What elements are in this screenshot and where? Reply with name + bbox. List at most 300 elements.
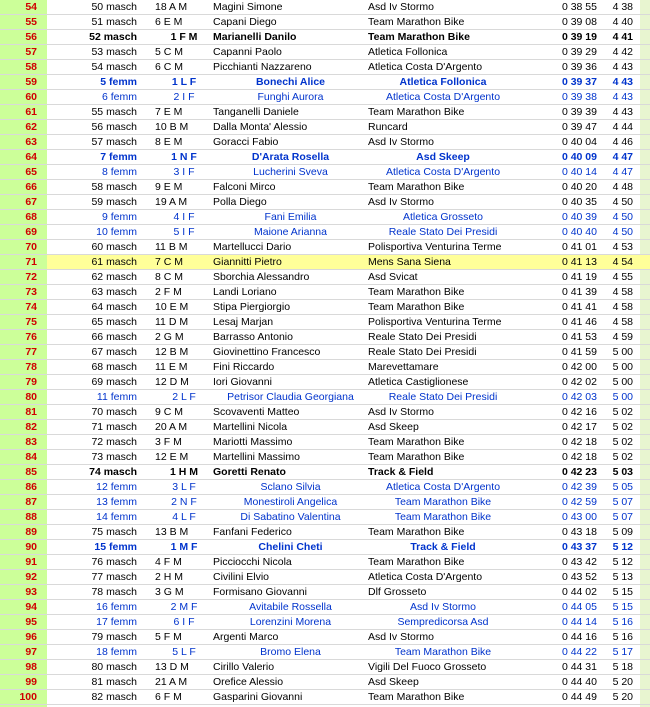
pace-cell: 4 43 <box>612 76 633 88</box>
athlete-name-cell: Orefice Alessio <box>213 676 284 688</box>
category-rank-cell: 73 masch <box>91 451 137 463</box>
position-cell: 93 <box>0 585 47 599</box>
time-cell: 0 42 00 <box>561 361 597 373</box>
pace-cell: 4 42 <box>612 46 633 58</box>
athlete-name-cell: Sborchia Alessandro <box>213 271 310 283</box>
position-cell: 91 <box>0 555 47 569</box>
position-cell: 83 <box>0 435 47 449</box>
table-row <box>0 300 650 315</box>
position-cell: 55 <box>0 15 47 29</box>
pace-cell: 4 41 <box>612 31 633 43</box>
table-row <box>0 495 650 510</box>
position-cell: 57 <box>0 45 47 59</box>
athlete-name-cell: Capani Diego <box>213 16 277 28</box>
athlete-name-cell: Capanni Paolo <box>213 46 282 58</box>
class-rank-cell: 6 I F <box>173 616 195 628</box>
category-rank-cell: 67 masch <box>91 346 137 358</box>
team-cell: Atletica Follonica <box>368 46 448 58</box>
table-row <box>0 210 650 225</box>
position-cell: 69 <box>0 225 47 239</box>
category-rank-cell: 68 masch <box>91 361 137 373</box>
class-rank-cell: 1 M F <box>170 541 198 553</box>
pace-cell: 4 58 <box>612 301 633 313</box>
pace-cell: 4 58 <box>612 286 633 298</box>
category-rank-cell: 74 masch <box>89 466 137 478</box>
team-cell: Team Marathon Bike <box>368 181 465 193</box>
category-rank-cell: 58 masch <box>91 181 137 193</box>
time-cell: 0 39 19 <box>561 31 597 43</box>
category-rank-cell: 64 masch <box>91 301 137 313</box>
athlete-name-cell: Sclano Silvia <box>260 481 321 493</box>
team-cell: Team Marathon Bike <box>368 301 465 313</box>
time-cell: 0 42 39 <box>561 481 597 493</box>
category-rank-cell: 55 masch <box>91 106 137 118</box>
table-row <box>0 555 650 570</box>
team-cell: Team Marathon Bike <box>394 646 492 658</box>
pace-cell: 5 02 <box>612 421 633 433</box>
pace-cell: 4 59 <box>612 331 633 343</box>
athlete-name-cell: Picciocchi Nicola <box>213 556 292 568</box>
pace-cell: 5 20 <box>612 691 633 703</box>
time-cell: 0 44 31 <box>561 661 597 673</box>
pace-cell: 5 05 <box>612 481 633 493</box>
position-cell: 71 <box>0 255 47 269</box>
table-row <box>0 390 650 405</box>
category-rank-cell: 79 masch <box>91 631 137 643</box>
position-cell: 77 <box>0 345 47 359</box>
team-cell: Asd Skeep <box>416 151 470 163</box>
category-rank-cell: 54 masch <box>91 61 137 73</box>
table-row <box>0 45 650 60</box>
category-rank-cell: 17 femm <box>96 616 137 628</box>
position-cell: 100 <box>0 690 47 704</box>
table-row <box>0 150 650 165</box>
table-row <box>0 660 650 675</box>
class-rank-cell: 1 N F <box>171 151 197 163</box>
position-cell: 97 <box>0 645 47 659</box>
position-cell: 90 <box>0 540 47 554</box>
position-cell: 88 <box>0 510 47 524</box>
team-cell: Atletica Costa D'Argento <box>385 481 501 493</box>
pace-cell: 4 48 <box>612 181 633 193</box>
position-cell: 74 <box>0 300 47 314</box>
time-cell: 0 38 55 <box>561 1 597 13</box>
table-row <box>0 240 650 255</box>
table-row <box>0 405 650 420</box>
pace-cell: 4 38 <box>612 1 633 13</box>
athlete-name-cell: Civilini Elvio <box>213 571 270 583</box>
pace-cell: 5 07 <box>612 511 633 523</box>
pace-cell: 5 02 <box>612 451 633 463</box>
category-rank-cell: 76 masch <box>91 556 137 568</box>
class-rank-cell: 4 F M <box>155 556 182 568</box>
class-rank-cell: 18 A M <box>155 1 188 13</box>
class-rank-cell: 7 E M <box>155 106 183 118</box>
table-row <box>0 135 650 150</box>
table-row <box>0 630 650 645</box>
athlete-name-cell: Funghi Aurora <box>257 91 324 103</box>
category-rank-cell: 10 femm <box>96 226 137 238</box>
team-cell: Track & Field <box>368 466 434 478</box>
category-rank-cell: 81 masch <box>91 676 137 688</box>
time-cell: 0 44 16 <box>561 631 597 643</box>
class-rank-cell: 2 M F <box>170 601 198 613</box>
time-cell: 0 40 20 <box>561 181 597 193</box>
team-cell: Team Marathon Bike <box>394 511 492 523</box>
pace-cell: 5 15 <box>612 586 633 598</box>
table-row <box>0 690 650 705</box>
table-row <box>0 270 650 285</box>
time-cell: 0 41 59 <box>561 346 597 358</box>
time-cell: 0 39 47 <box>561 121 597 133</box>
team-cell: Atletica Grosseto <box>403 211 483 223</box>
category-rank-cell: 51 masch <box>91 16 137 28</box>
team-cell: Atletica Costa D'Argento <box>385 91 501 103</box>
position-cell: 80 <box>0 390 47 404</box>
category-rank-cell: 69 masch <box>91 376 137 388</box>
team-cell: Team Marathon Bike <box>368 451 465 463</box>
pace-cell: 4 47 <box>612 166 633 178</box>
category-rank-cell: 12 femm <box>96 481 137 493</box>
class-rank-cell: 6 F M <box>155 691 182 703</box>
athlete-name-cell: D'Arata Rosella <box>251 151 330 163</box>
table-row <box>0 465 650 480</box>
position-cell: 54 <box>0 0 47 14</box>
category-rank-cell: 53 masch <box>91 46 137 58</box>
team-cell: Atletica Costa D'Argento <box>368 571 483 583</box>
time-cell: 0 44 40 <box>561 676 597 688</box>
pace-cell: 5 02 <box>612 436 633 448</box>
class-rank-cell: 9 E M <box>155 181 183 193</box>
athlete-name-cell: Landi Loriano <box>213 286 277 298</box>
table-row <box>0 255 650 270</box>
athlete-name-cell: Gasparini Giovanni <box>213 691 303 703</box>
pace-cell: 4 40 <box>612 16 633 28</box>
team-cell: Team Marathon Bike <box>368 691 465 703</box>
class-rank-cell: 4 I F <box>173 211 195 223</box>
table-row <box>0 30 650 45</box>
pace-cell: 4 50 <box>612 196 633 208</box>
team-cell: Polisportiva Venturina Terme <box>368 316 502 328</box>
athlete-name-cell: Bromo Elena <box>260 646 321 658</box>
team-cell: Asd Iv Stormo <box>368 196 434 208</box>
time-cell: 0 41 39 <box>561 286 597 298</box>
position-cell: 82 <box>0 420 47 434</box>
class-rank-cell: 1 H M <box>169 466 198 478</box>
class-rank-cell: 3 L F <box>172 481 196 493</box>
position-cell: 76 <box>0 330 47 344</box>
team-cell: Team Marathon Bike <box>368 106 465 118</box>
athlete-name-cell: Iori Giovanni <box>213 376 272 388</box>
class-rank-cell: 13 D M <box>155 661 189 673</box>
pace-cell: 5 12 <box>612 556 633 568</box>
team-cell: Asd Skeep <box>368 421 419 433</box>
athlete-name-cell: Fanfani Federico <box>213 526 292 538</box>
team-cell: Track & Field <box>410 541 476 553</box>
team-cell: Dlf Grosseto <box>368 586 427 598</box>
position-cell: 70 <box>0 240 47 254</box>
class-rank-cell: 1 L F <box>171 76 197 88</box>
position-cell: 68 <box>0 210 47 224</box>
class-rank-cell: 21 A M <box>155 676 188 688</box>
class-rank-cell: 10 E M <box>155 301 189 313</box>
class-rank-cell: 5 L F <box>172 646 196 658</box>
team-cell: Polisportiva Venturina Terme <box>368 241 502 253</box>
position-cell: 99 <box>0 675 47 689</box>
athlete-name-cell: Lorenzini Morena <box>249 616 332 628</box>
table-row <box>0 345 650 360</box>
time-cell: 0 40 09 <box>561 151 597 163</box>
class-rank-cell: 5 F M <box>155 631 182 643</box>
pace-cell: 4 43 <box>612 91 633 103</box>
team-cell: Marevettamare <box>368 361 439 373</box>
team-cell: Reale Stato Dei Presidi <box>368 346 477 358</box>
class-rank-cell: 1 F M <box>170 31 198 43</box>
time-cell: 0 41 01 <box>561 241 597 253</box>
table-row <box>0 615 650 630</box>
athlete-name-cell: Di Sabatino Valentina <box>240 511 341 523</box>
category-rank-cell: 61 masch <box>91 256 137 268</box>
athlete-name-cell: Fini Riccardo <box>213 361 275 373</box>
time-cell: 0 39 36 <box>561 61 597 73</box>
pace-cell: 5 17 <box>612 646 633 658</box>
position-cell: 92 <box>0 570 47 584</box>
class-rank-cell: 2 L F <box>172 391 196 403</box>
athlete-name-cell: Tanganelli Daniele <box>213 106 299 118</box>
category-rank-cell: 65 masch <box>91 316 137 328</box>
pace-cell: 5 00 <box>612 346 633 358</box>
athlete-name-cell: Giannitti Pietro <box>213 256 282 268</box>
team-cell: Team Marathon Bike <box>368 31 470 43</box>
position-cell: 85 <box>0 465 47 479</box>
team-cell: Sempredicorsa Asd <box>397 616 489 628</box>
pace-cell: 5 20 <box>612 676 633 688</box>
time-cell: 0 42 03 <box>561 391 597 403</box>
athlete-name-cell: Petrisor Claudia Georgiana <box>227 391 354 403</box>
table-row <box>0 510 650 525</box>
team-cell: Asd Iv Stormo <box>368 631 434 643</box>
pace-cell: 5 00 <box>612 361 633 373</box>
class-rank-cell: 7 C M <box>155 256 184 268</box>
athlete-name-cell: Formisano Giovanni <box>213 586 307 598</box>
class-rank-cell: 2 G M <box>155 331 184 343</box>
position-cell: 66 <box>0 180 47 194</box>
table-row <box>0 420 650 435</box>
team-cell: Reale Stato Dei Presidi <box>388 226 498 238</box>
class-rank-cell: 6 C M <box>155 61 184 73</box>
team-cell: Reale Stato Dei Presidi <box>388 391 498 403</box>
position-cell: 73 <box>0 285 47 299</box>
time-cell: 0 44 05 <box>561 601 597 613</box>
team-cell: Atletica Costa D'Argento <box>385 166 501 178</box>
athlete-name-cell: Barrasso Antonio <box>213 331 293 343</box>
class-rank-cell: 2 N F <box>171 496 197 508</box>
time-cell: 0 41 19 <box>561 271 597 283</box>
table-row <box>0 105 650 120</box>
athlete-name-cell: Chelini Cheti <box>258 541 323 553</box>
athlete-name-cell: Monestiroli Angelica <box>243 496 338 508</box>
table-row <box>0 90 650 105</box>
athlete-name-cell: Lesaj Marjan <box>213 316 274 328</box>
table-row <box>0 450 650 465</box>
table-row <box>0 225 650 240</box>
athlete-name-cell: Fani Emilia <box>264 211 317 223</box>
category-rank-cell: 56 masch <box>91 121 137 133</box>
category-rank-cell: 13 femm <box>96 496 137 508</box>
pace-cell: 4 50 <box>612 226 633 238</box>
time-cell: 0 41 13 <box>561 256 597 268</box>
category-rank-cell: 66 masch <box>91 331 137 343</box>
team-cell: Asd Iv Stormo <box>368 136 434 148</box>
category-rank-cell: 82 masch <box>91 691 137 703</box>
athlete-name-cell: Mariotti Massimo <box>213 436 293 448</box>
category-rank-cell: 70 masch <box>91 406 137 418</box>
pace-cell: 4 46 <box>612 136 633 148</box>
category-rank-cell: 52 masch <box>89 31 137 43</box>
category-rank-cell: 14 femm <box>96 511 137 523</box>
class-rank-cell: 2 I F <box>173 91 195 103</box>
team-cell: Reale Stato Dei Presidi <box>368 331 477 343</box>
category-rank-cell: 5 femm <box>100 76 137 88</box>
time-cell: 0 43 18 <box>561 526 597 538</box>
time-cell: 0 41 41 <box>561 301 597 313</box>
athlete-name-cell: Lucherini Sveva <box>253 166 328 178</box>
table-row <box>0 330 650 345</box>
team-cell: Team Marathon Bike <box>368 436 465 448</box>
pace-cell: 5 13 <box>612 571 633 583</box>
position-cell: 58 <box>0 60 47 74</box>
team-cell: Team Marathon Bike <box>368 556 465 568</box>
pace-cell: 5 15 <box>612 601 633 613</box>
pace-cell: 4 44 <box>612 121 633 133</box>
category-rank-cell: 75 masch <box>91 526 137 538</box>
class-rank-cell: 11 E M <box>155 361 188 373</box>
pace-cell: 5 09 <box>612 526 633 538</box>
position-cell: 79 <box>0 375 47 389</box>
category-rank-cell: 63 masch <box>91 286 137 298</box>
position-cell: 62 <box>0 120 47 134</box>
time-cell: 0 44 49 <box>561 691 597 703</box>
time-cell: 0 43 00 <box>561 511 597 523</box>
position-cell: 78 <box>0 360 47 374</box>
position-cell: 72 <box>0 270 47 284</box>
athlete-name-cell: Martellucci Dario <box>213 241 292 253</box>
time-cell: 0 42 59 <box>561 496 597 508</box>
pace-cell: 5 18 <box>612 661 633 673</box>
pace-cell: 4 58 <box>612 316 633 328</box>
time-cell: 0 41 46 <box>561 316 597 328</box>
table-row <box>0 75 650 90</box>
time-cell: 0 40 35 <box>561 196 597 208</box>
category-rank-cell: 6 femm <box>101 91 137 103</box>
category-rank-cell: 72 masch <box>91 436 137 448</box>
class-rank-cell: 6 E M <box>155 16 183 28</box>
class-rank-cell: 3 I F <box>173 166 195 178</box>
time-cell: 0 40 04 <box>561 136 597 148</box>
time-cell: 0 44 02 <box>561 586 597 598</box>
class-rank-cell: 2 H M <box>155 571 184 583</box>
team-cell: Mens Sana Siena <box>368 256 451 268</box>
table-row <box>0 0 650 15</box>
table-row <box>0 360 650 375</box>
class-rank-cell: 3 F M <box>155 436 182 448</box>
athlete-name-cell: Falconi Mirco <box>213 181 276 193</box>
class-rank-cell: 8 E M <box>155 136 183 148</box>
pace-cell: 5 00 <box>612 376 633 388</box>
time-cell: 0 40 40 <box>561 226 597 238</box>
class-rank-cell: 12 D M <box>155 376 189 388</box>
class-rank-cell: 10 B M <box>155 121 189 133</box>
team-cell: Atletica Castiglionese <box>368 376 469 388</box>
time-cell: 0 42 18 <box>561 451 597 463</box>
time-cell: 0 44 14 <box>561 616 597 628</box>
table-row <box>0 375 650 390</box>
pace-cell: 4 47 <box>612 151 633 163</box>
pace-cell: 5 00 <box>612 391 633 403</box>
team-cell: Team Marathon Bike <box>368 286 465 298</box>
team-cell: Runcard <box>368 121 408 133</box>
class-rank-cell: 2 F M <box>155 286 182 298</box>
class-rank-cell: 3 G M <box>155 586 184 598</box>
pace-cell: 4 50 <box>612 211 633 223</box>
class-rank-cell: 12 B M <box>155 346 189 358</box>
table-row <box>0 585 650 600</box>
pace-cell: 4 43 <box>612 106 633 118</box>
class-rank-cell: 4 L F <box>172 511 196 523</box>
team-cell: Team Marathon Bike <box>368 526 465 538</box>
time-cell: 0 39 39 <box>561 106 597 118</box>
athlete-name-cell: Goretti Renato <box>213 466 286 478</box>
time-cell: 0 39 08 <box>561 16 597 28</box>
pace-cell: 5 03 <box>612 466 633 478</box>
athlete-name-cell: Martellini Nicola <box>213 421 288 433</box>
pace-cell: 5 12 <box>612 541 633 553</box>
pace-cell: 5 16 <box>612 631 633 643</box>
table-row <box>0 180 650 195</box>
team-cell: Asd Skeep <box>368 676 419 688</box>
time-cell: 0 43 42 <box>561 556 597 568</box>
category-rank-cell: 78 masch <box>91 586 137 598</box>
table-row <box>0 540 650 555</box>
time-cell: 0 40 39 <box>561 211 597 223</box>
table-row <box>0 165 650 180</box>
athlete-name-cell: Martellini Massimo <box>213 451 300 463</box>
category-rank-cell: 11 femm <box>96 391 137 403</box>
time-cell: 0 42 17 <box>561 421 597 433</box>
position-cell: 63 <box>0 135 47 149</box>
athlete-name-cell: Magini Simone <box>213 1 283 13</box>
pace-cell: 4 53 <box>612 241 633 253</box>
category-rank-cell: 8 femm <box>101 166 137 178</box>
category-rank-cell: 71 masch <box>91 421 137 433</box>
table-row <box>0 435 650 450</box>
athlete-name-cell: Dalla Monta' Alessio <box>213 121 308 133</box>
category-rank-cell: 15 femm <box>94 541 137 553</box>
category-rank-cell: 7 femm <box>100 151 137 163</box>
position-cell: 60 <box>0 90 47 104</box>
time-cell: 0 42 23 <box>561 466 597 478</box>
pace-cell: 5 02 <box>612 406 633 418</box>
team-cell: Asd Iv Stormo <box>410 601 476 613</box>
pace-cell: 4 43 <box>612 61 633 73</box>
position-cell: 81 <box>0 405 47 419</box>
category-rank-cell: 57 masch <box>91 136 137 148</box>
class-rank-cell: 19 A M <box>155 196 188 208</box>
athlete-name-cell: Giovinettino Francesco <box>213 346 321 358</box>
athlete-name-cell: Polla Diego <box>213 196 267 208</box>
category-rank-cell: 18 femm <box>96 646 137 658</box>
athlete-name-cell: Maione Arianna <box>254 226 327 238</box>
